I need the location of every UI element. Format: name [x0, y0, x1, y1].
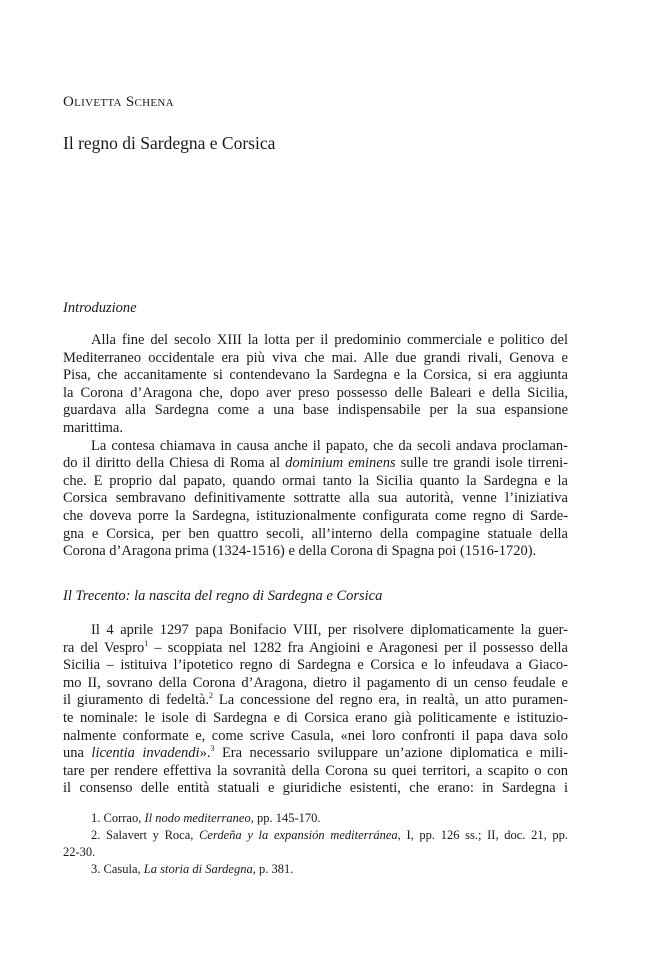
footnote-1: 1. Corrao, Il nodo mediterraneo, pp. 145-170.: [91, 811, 321, 825]
footnote-ref[interactable]: 3: [210, 744, 215, 754]
footnote-number: 1.: [91, 811, 101, 825]
section-heading-trecento: Il Trecento: la nascita del regno di Sardegna e Corsica: [63, 588, 383, 604]
footnote-ref[interactable]: 2: [209, 691, 214, 701]
text-line: tare per rendere effettiva la sovranità della Corona su quei territori, a scapito o con: [63, 762, 568, 779]
text-line: gna e Corsica, per ben quattro secoli, all’interno della compagine statuale della: [63, 525, 568, 542]
text-line: Corona d’Aragona prima (1324-1516) e della Corona di Spagna poi (1516-1720).: [63, 543, 537, 560]
text-line: La contesa chiamava in causa anche il papato, che da secoli andava proclaman-: [91, 437, 568, 454]
text-line: Il 4 aprile 1297 papa Bonifacio VIII, per risolvere diplomaticamente la guer-: [91, 622, 568, 638]
text-line: mo II, sovrano della Corona d’Aragona, dietro il pagamento di un censo feudale e: [63, 674, 568, 691]
chapter-title: Il regno di Sardegna e Corsica: [63, 133, 276, 153]
footnote-number: 3.: [91, 862, 101, 876]
citation-title: Il nodo mediterraneo: [144, 811, 251, 825]
citation-title: La storia di Sardegna: [143, 862, 253, 876]
footnote-2: 2. Salavert y Roca, Cerdeña y la expansión mediterránea, I, pp. 126 ss.; II, doc. 21, pp.: [91, 828, 569, 842]
text-line: Alla fine del secolo XIII la lotta per il predominio commerciale e politico del: [91, 332, 568, 348]
text-line: che. E proprio dal papato, quando ormai tanto la Sicilia quanto la Sardegna e la: [63, 472, 568, 489]
text-line: il consenso delle entità statuali e giuridiche esistenti, che erano: in Sardegna i: [63, 780, 568, 797]
paragraph-trecento: [63, 622, 568, 798]
citation-title: Cerdeña y la expansión mediterránea: [199, 828, 398, 842]
text-line: Sicilia – istituiva l’ipotetico regno di Sardegna e Corsica e lo infeudava a Giaco-: [63, 657, 568, 674]
text-line: do il diritto della Chiesa di Roma al dominium eminens sulle tre grandi isole tirreni-: [63, 455, 569, 472]
text-line: te nominale: le isole di Sardegna e di Corsica erano già politicamente e istituzio-: [63, 709, 568, 726]
text-line: il giuramento di fedeltà.$^2$ La concessione del regno era, in realtà, un atto puramen-: [63, 691, 568, 709]
text-line: che doveva porre la Sardegna, istituzionalmente configurata come regno di Sarde-: [63, 507, 568, 524]
footnote-number: 2.: [91, 828, 101, 842]
footnote-2-continuation: 22-30.: [63, 845, 96, 859]
author-name: Olivetta Schena: [63, 94, 174, 110]
footnote-ref[interactable]: 1: [144, 638, 149, 648]
text-line: guardava alla Sardegna come a una base indispensabile per la sua espansione: [63, 402, 568, 419]
emphasis-term: licentia invadendi: [91, 745, 200, 762]
paragraph-intro-2: [63, 438, 568, 561]
paragraph-intro-1: [63, 332, 568, 438]
emphasis-term: dominium eminens: [285, 455, 396, 472]
text-line: la Corona d’Aragona che, dopo aver preso possesso delle Baleari e della Sicilia,: [63, 384, 568, 401]
text-line: una licentia invadendi».$^3$ Era necessario sviluppare un’azione diplomatica e mili-: [63, 744, 568, 762]
text-line: nalmente conformate e, come scrive Casula, «nei loro confronti il papa dava solo: [63, 727, 568, 744]
text-line: Mediterraneo occidentale era più viva che mai. Alle due grandi rivali, Genova e: [63, 349, 568, 366]
text-line: Corsica sembravano definitivamente sottratte alla sua autorità, venne l’iniziativa: [63, 490, 568, 507]
text-line: ra del Vespro$^1$ – scoppiata nel 1282 fra Angioini e Aragonesi per il possesso della: [63, 638, 568, 656]
text-line: marittima.: [63, 419, 123, 436]
footnote-3: 3. Casula, La storia di Sardegna, p. 381.: [91, 862, 294, 876]
section-heading-introduzione: Introduzione: [63, 300, 137, 316]
text-line: Pisa, che accanitamente si contendevano la Sardegna e la Corsica, si era aggiunta: [63, 367, 568, 384]
